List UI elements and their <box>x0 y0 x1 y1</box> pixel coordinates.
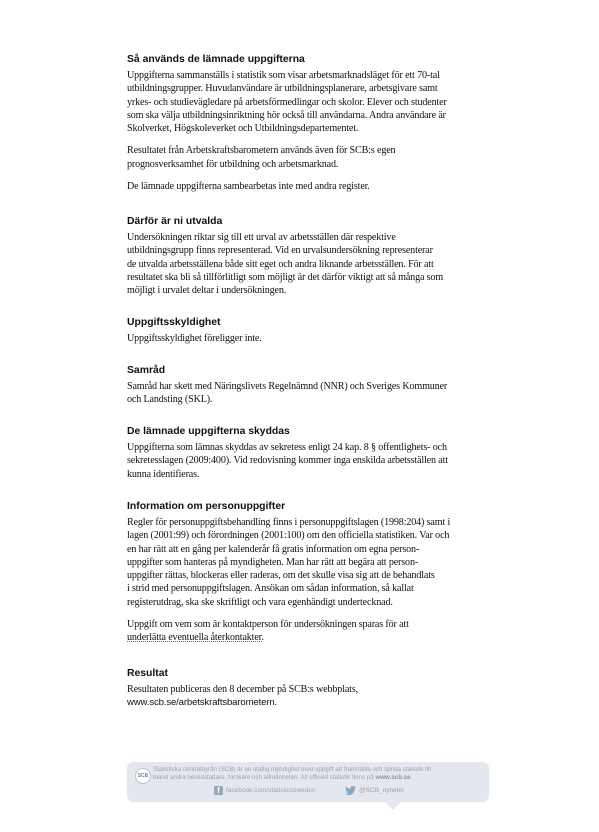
text-line: yrkes- och studievägledare på arbetsförmedlingar och skolor. Elever och studenter <box>127 96 447 108</box>
paragraph <box>127 231 527 297</box>
text-line: en har rätt att en gång per kalenderår få gratis information om egna person- <box>127 543 420 555</box>
paragraph <box>127 180 527 193</box>
text-line: uppgifter rättas, blockeras eller raderas, om det skulle visa sig att de behandlats <box>127 570 435 582</box>
section-heading: Så används de lämnade uppgifterna <box>127 54 305 65</box>
footer-description <box>153 766 483 782</box>
text-line: i strid med personuppgiftslagen. Ansökan om sådan information, så kallat <box>127 583 414 595</box>
footer-line <box>153 774 483 782</box>
twitter-label: @SCB_nyheter <box>359 787 405 794</box>
text-line: prognosverksamhet för utbildning och arbetsmarknad. <box>127 158 339 170</box>
section-heading: Uppgiftsskyldighet <box>127 317 221 328</box>
twitter-link[interactable] <box>345 786 404 795</box>
facebook-link[interactable] <box>214 786 316 795</box>
text-line: lagen (2001:99) och förordningen (2001:100) om den officiella statistiken. Var och <box>127 530 450 542</box>
text-line: sekretesslagen (2009:400). Vid redovisning kommer inga enskilda arbetsställen att <box>127 455 448 467</box>
footer-line-text: bland andra beslutsfattare, forskare och allmänheten. All officiell statistik finns på <box>153 774 376 781</box>
paragraph <box>127 332 527 345</box>
paragraph <box>127 69 527 135</box>
section-protection <box>127 425 527 481</box>
text-line: Uppgiftsskyldighet föreligger inte. <box>127 333 262 344</box>
text-line: Skolverket, Högskoleverket och Utbildningsdepartementet. <box>127 123 359 135</box>
text-line: Resultatet från Arbetskraftsbarometern används även för SCB:s egen <box>127 145 396 157</box>
text-line: kunna identifieras. <box>127 468 200 480</box>
paragraph <box>127 380 527 407</box>
paragraph <box>127 618 527 645</box>
paragraph <box>127 516 527 609</box>
text-line: registerutdrag, ska ske skriftligt och vara egenhändigt undertecknad. <box>127 596 393 608</box>
text-line: Uppgift om vem som är kontaktperson för undersökningen sparas för att <box>127 619 409 631</box>
text-line: Samråd har skett med Näringslivets Regelnämnd (NNR) och Sveriges Kommuner <box>127 381 448 392</box>
text-line: Regler för personuppgiftsbehandling finns i personuppgiftslagen (1998:204) samt i <box>127 517 451 528</box>
text-line: Uppgifterna sammanställs i statistik som visar arbetsmarknadsläget för ett 70-tal <box>127 70 440 81</box>
text-line: uppgifter som hanteras på myndigheten. Man har rätt att begära att person- <box>127 556 419 568</box>
facebook-label: facebook.com/statisticssweden <box>226 787 316 794</box>
text-line: utbildningsgrupper. Huvudanvändare är utbildningsplanerare, arbetsgivare samt <box>127 83 438 95</box>
text-line: och Landsting (SKL). <box>127 394 213 406</box>
underlined-text: underlätta eventuella återkontakter. <box>127 632 264 644</box>
text-line: Undersökningen riktar sig till ett urval av arbetsställen där respektive <box>127 232 396 243</box>
paragraph <box>127 683 527 710</box>
text-line: Uppgifterna som lämnas skyddas av sekretess enligt 24 kap. 8 § offentlighets- och <box>127 442 447 453</box>
text-line <box>127 631 527 644</box>
section-obligation <box>127 316 527 345</box>
footer-line: Statistiska centralbyrån (SCB) är en statlig myndighet med uppgift att framställa och sprida statistik till <box>153 766 431 773</box>
footer-info-box <box>127 762 489 802</box>
paragraph <box>127 144 527 171</box>
section-usage <box>127 53 527 193</box>
section-consultation <box>127 364 527 407</box>
section-personal-data <box>127 500 527 645</box>
text-line: utbildningsgrupp finns representerad. Vid en urvalsundersökning representerar <box>127 245 433 257</box>
text-line: möjligt i urvalet deltar i undersökningen. <box>127 285 287 297</box>
paragraph <box>127 441 527 481</box>
section-heading: De lämnade uppgifterna skyddas <box>127 426 290 437</box>
text-line: resultatet ska bli så tillförlitligt som möjligt är det därför viktigt att så många som <box>127 271 444 283</box>
section-heading: Resultat <box>127 668 168 679</box>
text-line: Resultaten publiceras den 8 december på SCB:s webbplats, <box>127 684 358 695</box>
text-line: De lämnade uppgifterna sambearbetas inte med andra register. <box>127 181 370 193</box>
twitter-bird-icon <box>345 786 356 795</box>
section-results <box>127 667 527 710</box>
facebook-icon: f <box>214 786 223 795</box>
footer-line-end: . <box>410 774 413 781</box>
section-why-selected <box>127 215 527 297</box>
results-link[interactable]: www.scb.se/arbetskraftsbarometern. <box>127 697 278 709</box>
section-heading: Samråd <box>127 365 166 376</box>
text-line: som ska välja utbildningsinriktning hör också till användarna. Andra användare är <box>127 109 446 121</box>
section-heading: Därför är ni utvalda <box>127 216 223 227</box>
scb-logo: SCB <box>135 768 151 784</box>
section-heading: Information om personuppgifter <box>127 501 286 512</box>
text-line: de utvalda arbetsställena både sitt eget och andra liknande arbetsställen. För att <box>127 258 434 270</box>
website-link[interactable]: www.scb.se <box>375 774 411 781</box>
